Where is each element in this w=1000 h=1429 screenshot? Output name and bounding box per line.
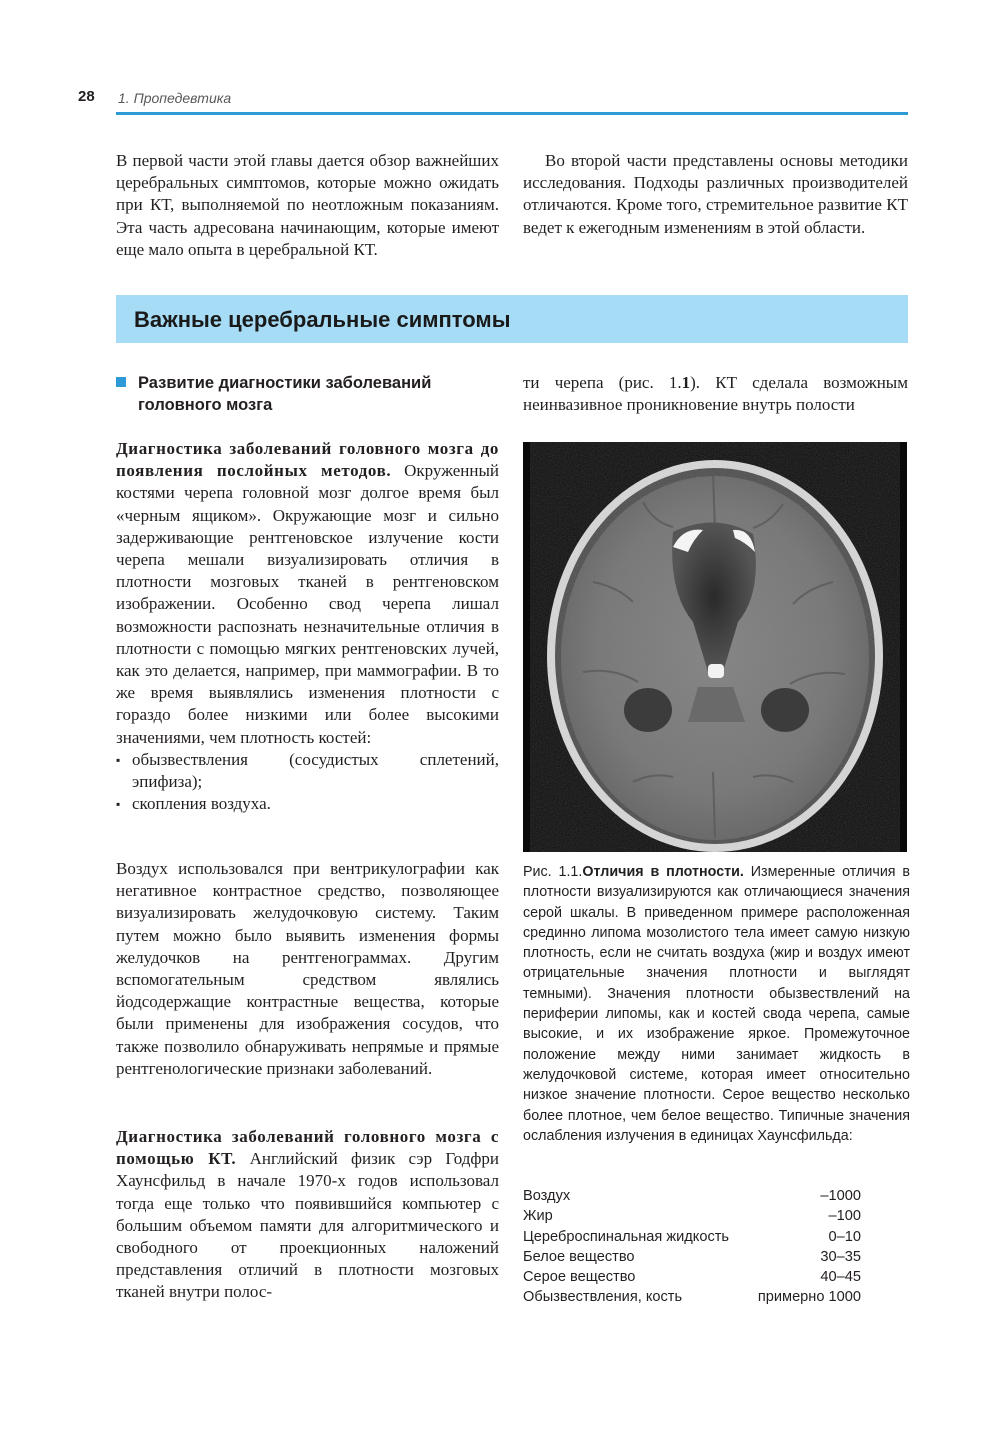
right-column-continuation — [523, 372, 908, 416]
figure-title: Отличия в плотности. — [582, 864, 744, 880]
paragraph-ct-diagnostics-text: Английский физик сэр Годфри Хаунсфильд в начале 1970-х годов использовал тогда еще только что появившийся компьютер с большим объемом памяти для алгоритмического и свободного от проекционных наложений представления отличий в плотности мозговых тканей внутри полос- — [116, 1149, 499, 1302]
paragraph-before-ct-heading: Диагностика заболеваний головного мозга до появления послойных методов. — [116, 439, 499, 481]
tissue-name: Обызвествления, кость — [523, 1289, 683, 1306]
figure-label: Рис. 1.1. — [523, 864, 583, 880]
ct-scan-illustration — [523, 442, 907, 852]
paragraph-ventriculography: Воздух использовался при вентрикулографии как негативное контрастное средство, позволяющее визуализировать желудочковую систему. Таким путем можно было выявить изменения формы желудочков на рентгенограммах. Другим вспомогательным средством являлись йодсодержащие контрастные вещества, которые были применены для изображения сосудов, что также позволило обнаруживать непрямые и прямые рентгенологические признаки заболеваний. — [116, 859, 499, 1078]
tissue-name: Цереброспинальная жидкость — [523, 1228, 730, 1245]
running-title: 1. Пропедевтика — [118, 90, 232, 106]
hu-value: примерно 1000 — [757, 1289, 861, 1306]
table-row — [523, 1206, 873, 1226]
left-column-section-1 — [116, 438, 499, 815]
hu-value: 40–45 — [820, 1269, 861, 1286]
table-row — [523, 1247, 873, 1267]
hu-value: 30–35 — [820, 1248, 861, 1265]
continuation-text-start: ти черепа (рис. 1. — [523, 373, 682, 392]
figure-caption — [523, 862, 910, 1146]
right-occipital-horn — [761, 688, 809, 732]
paragraph-ct-diagnostics — [116, 1126, 499, 1304]
figure-caption-text: Измеренные отличия в плотности визуализируются как отличающиеся значения серой шкалы. В приведенном примере расположенная срединно липома мозолистого тела имеет самую низкую плотность, если не считать воздуха (жир и воздух имеют отрицательные значения плотности и выглядят темными). Значения плотности обызвествлений на периферии липомы, как и костей свода черепа, самые высокие, и их изображение яркое. Промежуточное положение между ними занимает жидкость в желудочковой системе, которая имеет относительно низкое значение плотности. Серое вещество несколько более плотное, чем белое вещество. Типичные значения ослабления излучения в единицах Хаунсфильда: — [523, 864, 911, 1144]
tissue-name: Воздух — [523, 1188, 571, 1204]
figure-reference-number: 1 — [681, 373, 691, 392]
density-bullet-list — [116, 749, 499, 816]
tissue-name: Белое вещество — [523, 1248, 635, 1265]
tissue-name: Жир — [523, 1208, 553, 1225]
table-row — [523, 1267, 873, 1287]
paragraph-before-ct-text: Окруженный костями черепа головной мозг долгое время был «черным ящиком». Окружающие мозг и сильно задерживающие рентгеновское излучение кости черепа мешали визуализировать отличия в плотности мозговых тканей в рентгеновском изображении. Особенно свод черепа лишал возможности распознать незначительные отличия в плотности с помощью мягких рентгеновских лучей, как это делается, например, при маммографии. В то же время выявлялись изменения плотности с гораздо более низкими или более высокими значениями, чем плотность костей: — [116, 461, 499, 747]
section-title: Важные церебральные симптомы — [134, 307, 511, 332]
subsection-marker — [116, 377, 126, 387]
pineal-calcification — [708, 664, 724, 678]
hu-value: –1000 — [820, 1188, 861, 1204]
table-row — [523, 1287, 873, 1307]
list-item: ▪ обызвествления (сосудистых сплетений, эпифиза); — [116, 749, 499, 793]
hu-value: –100 — [828, 1208, 861, 1225]
list-item: ▪ скопления воздуха. — [116, 793, 499, 815]
paragraph-ct-diagnostics-heading: Диагностика заболеваний головного мозга с помощью КТ. — [116, 1127, 499, 1169]
tissue-name: Серое вещество — [523, 1269, 636, 1286]
paragraph-before-ct — [116, 438, 499, 749]
hu-value: 0–10 — [828, 1228, 861, 1245]
intro-left-paragraph: В первой части этой главы дается обзор важнейших церебральных симптомов, которые можно ожидать при КТ, выполняемой по неотложным показаниям. Эта часть адресована начинающим, которые имеют еще мало опыта в церебральной КТ. — [116, 151, 499, 259]
page-number: 28 — [78, 88, 95, 105]
table-row — [523, 1227, 873, 1247]
left-occipital-horn — [624, 688, 672, 732]
header-rule — [116, 112, 908, 115]
intro-right-paragraph: Во второй части представлены основы методики исследования. Подходы различных производителей отличаются. Кроме того, стремительное развитие КТ ведет к ежегодным изменениям в этой области. — [523, 151, 908, 237]
hounsfield-table — [523, 1186, 873, 1308]
ct-brain-scan-image — [523, 442, 907, 852]
subsection-title: Развитие диагностики заболеваний головного мозга — [138, 374, 432, 414]
continuation-text-end: ). КТ сделала возможным неинвазивное проникновение внутрь полости — [523, 373, 908, 415]
table-row — [523, 1186, 873, 1206]
